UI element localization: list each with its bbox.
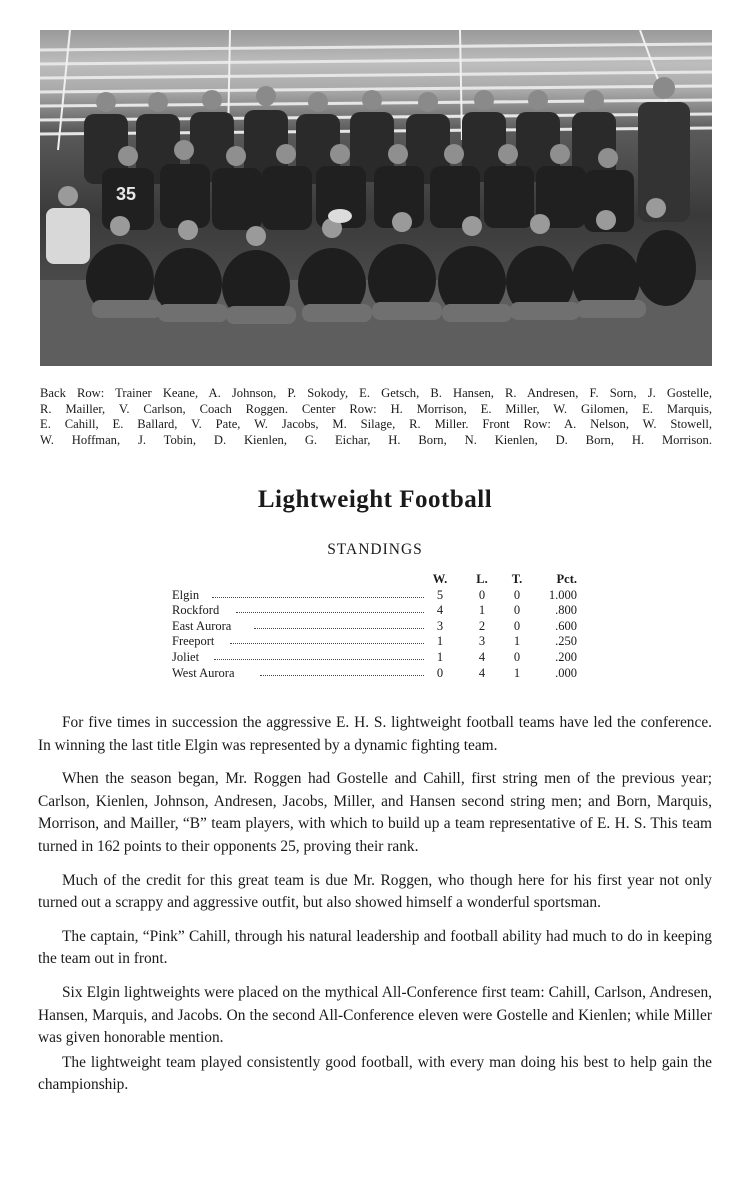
paragraph: When the season began, Mr. Roggen had Gostelle and Cahill, first string men of the previous year; Carlson, Kienlen, Johnson, Andresen, Jacobs, Miller, and Hansen second string men; and Born, Marquis, Morrison, and Mailler, “B” team players, with which to build up a team representative of E. H. S. This team turned in 162 points to their opponents 25, proving their rank. (38, 770, 712, 855)
ties: 0 (513, 587, 521, 602)
ties: 1 (513, 665, 521, 680)
column-header-pct: Pct. (556, 572, 577, 586)
pct: 1.000 (548, 587, 577, 602)
ties: 0 (513, 649, 521, 664)
column-header-ties: T. (511, 572, 523, 586)
wins: 5 (436, 587, 444, 602)
paragraph: The captain, “Pink” Cahill, through his natural leadership and football ability had much to do in keeping the team out in front. (38, 927, 712, 968)
wins: 1 (436, 649, 444, 664)
ties: 0 (513, 603, 521, 618)
ties: 1 (513, 634, 521, 649)
ties: 0 (513, 618, 521, 633)
wins: 4 (436, 603, 444, 618)
column-header-losses: L. (476, 572, 488, 586)
caption-line: R. Mailler, V. Carlson, Coach Roggen. Center Row: H. Morrison, E. Miller, W. Gilomen, E. Marquis, (40, 401, 712, 416)
page-title: Lightweight Football (257, 486, 493, 513)
standings-row (172, 634, 592, 650)
losses: 0 (478, 587, 486, 602)
column-header-wins: W. (432, 572, 448, 586)
caption-line: W. Hoffman, J. Tobin, D. Kienlen, G. Eichar, H. Born, N. Kienlen, D. Born, H. Morrison. (40, 432, 712, 447)
losses: 4 (478, 665, 486, 680)
caption-line: E. Cahill, E. Ballard, V. Pate, W. Jacobs, M. Silage, R. Miller. Front Row: A. Nelson, W. Stowell, (40, 417, 712, 431)
paragraph: For five times in succession the aggressive E. H. S. lightweight football teams have led the conference. In winning the last title Elgin was represented by a dynamic fighting team. (38, 714, 712, 754)
caption-line: Back Row: Trainer Keane, A. Johnson, P. Sokody, E. Getsch, B. Hansen, R. Andresen, F. Sorn, J. Gostelle, (40, 386, 712, 400)
pct: .800 (555, 603, 577, 618)
leader-dots (214, 659, 424, 660)
pct: .600 (555, 618, 577, 633)
standings-table (172, 572, 592, 681)
losses: 4 (478, 649, 486, 664)
paragraph: The lightweight team played consistently good football, with every man doing his best to help gain the championship. (38, 1053, 712, 1094)
standings-row (172, 588, 592, 604)
standings-row (172, 650, 592, 666)
wins: 0 (436, 665, 444, 680)
leader-dots (236, 612, 424, 613)
wins: 1 (436, 634, 444, 649)
team-name: Elgin (172, 587, 200, 602)
team-name: East Aurora (172, 618, 232, 633)
paragraph: Much of the credit for this great team is due Mr. Roggen, who though here for his first year not only turned out a scrappy and aggressive outfit, but also showed himself a wonderful sportsman. (38, 871, 712, 912)
losses: 2 (478, 618, 486, 633)
leader-dots (254, 628, 424, 629)
standings-heading: STANDINGS (327, 541, 423, 558)
article-body (38, 712, 712, 1108)
standings-header-row (172, 572, 592, 588)
losses: 1 (478, 603, 486, 618)
standings-row (172, 603, 592, 619)
losses: 3 (478, 634, 486, 649)
leader-dots (230, 643, 424, 644)
team-photo (40, 30, 712, 366)
photo-caption (40, 386, 712, 448)
team-name: Freeport (172, 634, 215, 649)
pct: .200 (555, 649, 577, 664)
jersey-number: 35 (116, 184, 137, 204)
wins: 3 (436, 618, 444, 633)
team-name: Rockford (172, 603, 220, 618)
leader-dots (260, 675, 424, 676)
pct: .250 (555, 634, 577, 649)
team-name: Joliet (172, 649, 200, 664)
standings-row (172, 666, 592, 682)
paragraph: Six Elgin lightweights were placed on the mythical All-Conference first team: Cahill, Carlson, Andresen, Hansen, Marquis, and Jacobs. On the second All-Conference eleven were Gostelle and Kienlen; while Miller was given honorable mention. (38, 983, 712, 1047)
leader-dots (212, 597, 424, 598)
team-name: West Aurora (172, 665, 235, 680)
pct: .000 (555, 665, 577, 680)
standings-row (172, 619, 592, 635)
